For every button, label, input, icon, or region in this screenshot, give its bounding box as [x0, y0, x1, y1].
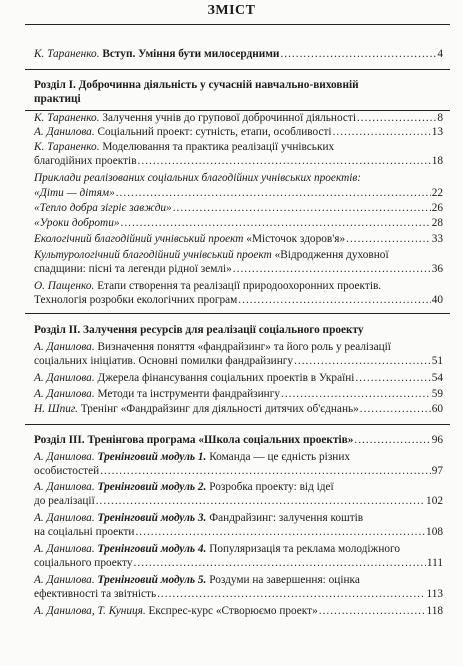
- entry-author: К. Тараненко.: [34, 48, 100, 60]
- divider: [25, 69, 450, 70]
- toc-entry[interactable]: «Діти — дітям» ..... 22: [34, 187, 443, 201]
- toc-entry[interactable]: К. Тараненко. Моделювання та практика реалізації учнівських благодійних проектів ..... 18: [34, 141, 443, 168]
- toc-entry[interactable]: А. Данилова, Т. Куниця. Експрес-курс «Створюємо проект» ..... 118: [34, 605, 443, 619]
- toc-entry[interactable]: Н. Шпиг. Тренінг «Фандрайзинг для діяльності дитячих об'єднань» ..... 60: [34, 403, 443, 417]
- toc-entry[interactable]: А. Данилова. Тренінговий модуль 4. Популяризація та реклама молодіжного соціального проекту ..... 111: [34, 543, 443, 570]
- dot-leader: [280, 48, 436, 62]
- section-heading-1[interactable]: Розділ І. Доброчинна діяльність у сучасній навчально-виховній практиці: [34, 79, 359, 105]
- section-heading-3[interactable]: Розділ ІІІ. Тренінгова програма «Школа соціальних проектів» ..... 96: [34, 434, 443, 448]
- toc-entry-intro[interactable]: [34, 48, 443, 62]
- toc-entry[interactable]: А. Данилова. Тренінговий модуль 3. Фандрайзинг: залучення коштів на соціальні проекти ..... 108: [34, 512, 443, 539]
- toc-entry[interactable]: «Уроки доброти» ..... 28: [34, 217, 443, 231]
- toc-entry[interactable]: К. Тараненко. Залучення учнів до групової доброчинної діяльності ..... 8: [34, 112, 443, 126]
- page-title: ЗМІСТ: [207, 3, 256, 18]
- divider: [25, 24, 450, 25]
- toc-entry[interactable]: А. Данилова. Тренінговий модуль 2. Розробка проекту: від ідеї до реалізації ..... 102: [34, 481, 443, 508]
- section-heading-2[interactable]: Розділ ІІ. Залучення ресурсів для реалізації соціального проекту: [34, 324, 364, 336]
- entry-title: Вступ. Уміння бути милосердними: [102, 48, 280, 60]
- toc-entry[interactable]: А. Данилова. Методи та інструменти фандрайзингу ..... 59: [34, 388, 443, 402]
- divider: [25, 424, 450, 425]
- toc-entry[interactable]: О. Пащенко. Етапи створення та реалізації природоохоронних проектів. Технологія розробки екологічних програм ..... 40: [34, 280, 443, 307]
- toc-subheading: Приклади реалізованих соціальних благодійних учнівських проектів:: [34, 172, 362, 184]
- toc-entry[interactable]: А. Данилова. Тренінговий модуль 5. Роздуми на завершення: оцінка ефективності та звітність ..... 113: [34, 574, 443, 601]
- page-number: 4: [437, 48, 443, 60]
- toc-entry[interactable]: А. Данилова. Соціальний проект: сутність, етапи, особливості ..... 13: [34, 126, 443, 140]
- divider: [25, 110, 450, 111]
- toc-entry[interactable]: А. Данилова. Тренінговий модуль 1. Команда — це єдність різних особистостей ..... 97: [34, 451, 443, 478]
- toc-entry[interactable]: А. Данилова. Визначення поняття «фандрайзинг» та його роль у реалізації соціальних ініціатив. Основні помилки фандрайзингу ..... 51: [34, 341, 443, 368]
- page-number: 96: [431, 434, 443, 446]
- toc-entry[interactable]: «Тепло добра зігріє завжди» ..... 26: [34, 202, 443, 216]
- toc-entry[interactable]: Екологічний благодійний учнівський проект «Місточок здоров'я» ..... 33: [34, 233, 443, 247]
- toc-entry[interactable]: А. Данилова. Джерела фінансування соціальних проектів в Україні ..... 54: [34, 372, 443, 386]
- toc-entry[interactable]: Культурологічний благодійний учнівський проект «Відродження духовної спадщини: пісні та легенди рідної землі» ..... 36: [34, 249, 443, 276]
- divider: [25, 313, 450, 314]
